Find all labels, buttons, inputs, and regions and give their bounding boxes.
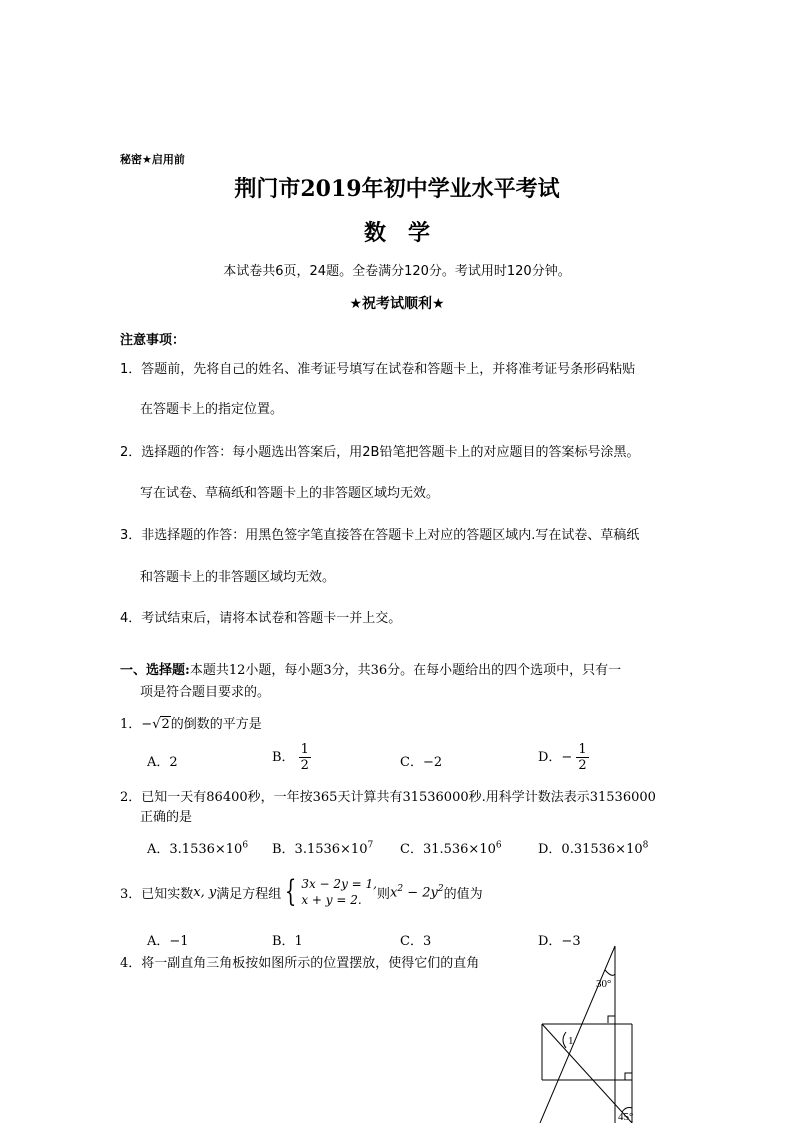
note-item-cont: 在答题卡上的指定位置。 xyxy=(140,402,284,417)
angle-label-45: 45° xyxy=(618,1111,634,1123)
triangles-figure xyxy=(530,940,650,1123)
option-d: D．− $\frac{1}{2}$ xyxy=(538,742,587,773)
expression: $x^2 - 2y^2$ xyxy=(390,883,444,901)
question-3-stem: 3．已知实数 x, y 满足方程组 { 3x − 2y = 1, x + y = 2. 则 $x^2 - 2y^2$ 的值为 xyxy=(120,874,483,909)
option-b: B． $\frac{1}{2}$ xyxy=(272,742,309,773)
option-b: B．$3.1536\times 10^7$ xyxy=(272,840,374,857)
question-2-stem-cont: 正确的是 xyxy=(140,810,193,825)
equation-system xyxy=(281,876,377,908)
option-d: D．−3 xyxy=(538,934,581,949)
variables: x, y xyxy=(193,884,217,900)
note-item-cont: 写在试卷、草稿纸和答题卡上的非答题区域均无效。 xyxy=(140,486,440,501)
section-description: 本题共12小题，每小题3分，共36分。在每小题给出的四个选项中，只有一 xyxy=(189,663,622,678)
option-a: A．$3.1536\times 10^6$ xyxy=(147,840,249,857)
fraction-numerator: 1 xyxy=(578,742,587,757)
option-a: A．−1 xyxy=(147,934,189,949)
question-1-stem xyxy=(120,713,262,732)
option-c: C．$31.536\times 10^6$ xyxy=(400,840,502,857)
exam-info: 本试卷共6页，24题。全卷满分120分。考试用时120分钟。 xyxy=(223,264,571,279)
option-b: B．1 xyxy=(272,934,303,949)
equation-2: x + y = 2. xyxy=(301,893,362,907)
question-2-stem: 2．已知一天有86400秒，一年按365天计算共有31536000秒.用科学计数法表示31536000 xyxy=(120,790,656,805)
angle-arc-30 xyxy=(605,970,615,975)
angle-arc-1 xyxy=(563,1032,566,1048)
good-luck-line: ★祝考试顺利★ xyxy=(349,296,445,312)
subject-title: 数 学 xyxy=(363,220,430,246)
section-label: 一、选择题: xyxy=(120,663,190,678)
radicand: 2 xyxy=(161,717,170,732)
notes-heading: 注意事项： xyxy=(120,333,186,348)
angle-label-30: 30° xyxy=(596,978,612,990)
question-text: 的倒数的平方是 xyxy=(170,717,262,732)
note-item-cont: 和答题卡上的非答题区域均无效。 xyxy=(140,570,336,585)
confidential-mark: 秘密★启用前 xyxy=(120,153,185,166)
angle-label-1: 1 xyxy=(568,1035,574,1047)
option-c: C．−2 xyxy=(400,755,443,770)
sqrt-symbol: √ xyxy=(152,717,161,732)
fraction-denominator: 2 xyxy=(578,758,587,773)
note-item: 4．考试结束后，请将本试卷和答题卡一并上交。 xyxy=(120,611,402,626)
fraction-numerator: 1 xyxy=(300,742,309,757)
option-d: D．$0.31536\times 10^8$ xyxy=(538,840,649,857)
diagonal-45 xyxy=(542,1024,632,1123)
fraction-denominator: 2 xyxy=(300,758,309,773)
option-a: A．2 xyxy=(147,755,178,770)
equation-1: 3x − 2y = 1, xyxy=(301,877,377,891)
brace-icon: { xyxy=(285,874,297,909)
question-4-stem: 4．将一副直角三角板按如图所示的位置摆放，使得它们的直角 xyxy=(120,956,480,971)
note-item: 2．选择题的作答：每小题选出答案后，用2B铅笔把答题卡上的对应题目的答案标号涂黑。 xyxy=(120,445,640,460)
question-number: 1． xyxy=(120,717,142,732)
page-title: 荆门市2019年初中学业水平考试 xyxy=(234,176,560,202)
option-c: C．3 xyxy=(400,934,432,949)
section-heading xyxy=(120,659,621,678)
note-item: 3．非选择题的作答：用黑色签字笔直接答在答题卡上对应的答题区域内.写在试卷、草稿纸 xyxy=(120,528,640,543)
section-description-cont: 项是符合题目要求的。 xyxy=(140,685,271,700)
minus-sign: − xyxy=(141,717,153,732)
note-item: 1．答题前，先将自己的姓名、准考证号填写在试卷和答题卡上，并将准考证号条形码粘贴 xyxy=(120,362,636,377)
